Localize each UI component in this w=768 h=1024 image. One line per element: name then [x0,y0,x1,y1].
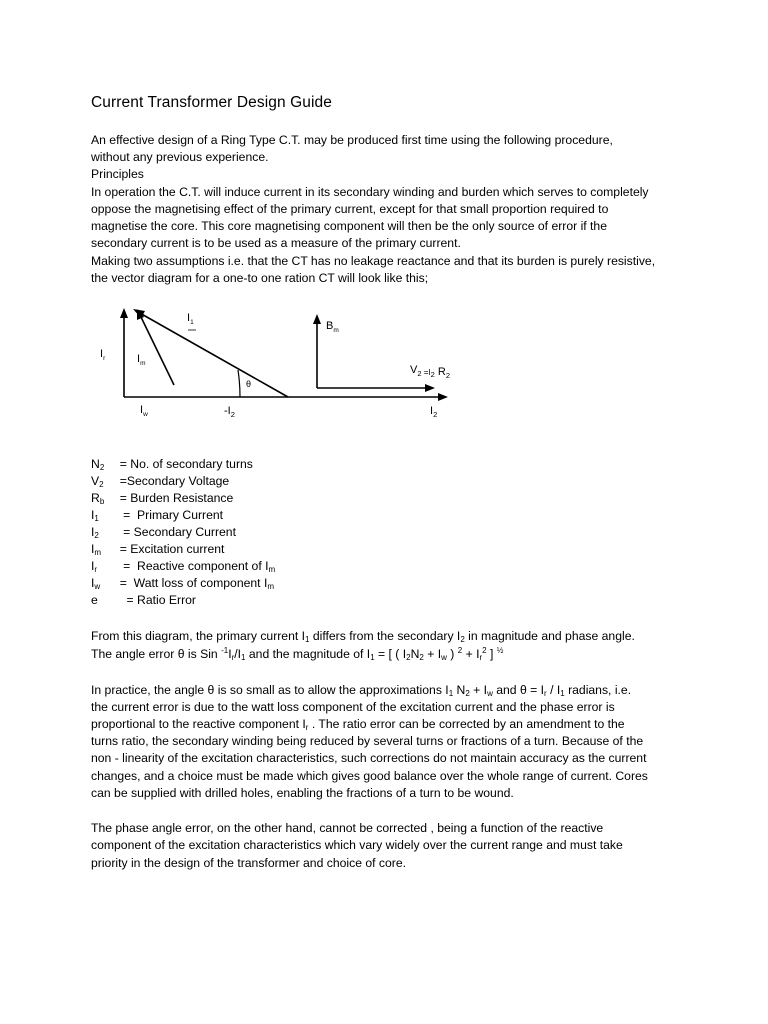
definition-row [91,592,275,609]
definition-text: = Burden Resistance [113,491,234,505]
label-v2-eq: $V_2 =I2$ $R_2$ [410,364,450,380]
definition-symbol: $I_m$ [91,542,102,557]
para2-line: can be supplied with drilled holes, enabling the fractions of a turn to be wound. [91,786,514,800]
definition-text: = No. of secondary turns [113,457,253,471]
definition-symbol: $I_2$ [91,525,99,540]
definition-row [91,575,275,592]
label-theta: θ [246,379,252,389]
page-title: Current Transformer Design Guide [91,94,332,111]
label-i1: $I_1$ [187,312,194,326]
definition-row [91,524,275,541]
intro-line: magnetise the core. This core magnetising component will then be the only source of error if the [91,219,607,233]
im-vector-line [140,315,174,385]
intro-line: In operation the C.T. will induce current in its secondary winding and burden which serves to completely [91,185,649,199]
label-iw: $I_w$ [140,404,148,418]
im-arrowhead [137,309,144,320]
theta-arc [238,370,240,397]
definition-symbol: $I_1$ [91,508,99,523]
definition-symbol: $I_w$ [91,576,101,591]
definition-row [91,490,275,507]
i2-arrowhead [438,393,448,401]
definition-text: = Primary Current [113,508,224,522]
i1-arrowhead [133,309,145,318]
definition-text: = Secondary Current [113,525,236,539]
i1-vector-line [138,312,288,397]
para2-line: turns ratio, the secondary winding being reduced by several turns or fractions of a turn. Because of the [91,734,644,748]
definition-symbol: $R_b$ [91,491,105,506]
section-heading-principles: Principles [91,167,144,181]
definition-text: = Reactive component of $I_m$ [113,559,276,574]
label-neg-i2: $-I_2$ [224,405,235,419]
definition-text: = Ratio Error [113,593,196,607]
intro-line: without any previous experience. [91,150,269,164]
v2-arrowhead [425,384,435,392]
para2-line: the current error is due to the watt loss component of the excitation current and the phase error is [91,700,615,714]
para2-line: non - linearity of the excitation characteristics, such corrections do not maintain accuracy as the current [91,751,647,765]
definition-symbol: $V_2$ [91,474,104,489]
definition-text: = Excitation current [113,542,225,556]
para1-line: From this diagram, the primary current $I_1$ differs from the secondary $I_2$ in magnitude and phase angle. [91,629,635,644]
intro-line: Making two assumptions i.e. that the CT has no leakage reactance and that its burden is purely resistive, [91,254,656,268]
definition-symbol: $N_2$ [91,457,105,472]
definition-row [91,507,275,524]
intro-line: oppose the magnetising effect of the primary current, except for that small proportion required to [91,202,609,216]
para2-line: proportional to the reactive component $I_r$ . The ratio error can be corrected by an amendment to the [91,717,625,732]
bm-arrowhead [313,314,321,324]
definition-row [91,541,275,558]
intro-line: the vector diagram for a one-to one ration CT will look like this; [91,271,429,285]
label-bm: $B_m$ [326,320,339,334]
para3-line: priority in the design of the transformer and choice of core. [91,856,407,870]
definition-text: =Secondary Voltage [113,474,230,488]
intro-line: An effective design of a Ring Type C.T. may be produced first time using the following procedure, [91,133,613,147]
para2-line: In practice, the angle θ is so small as to allow the approximations $I_1$ $N_2 + I_w$ and $\theta = I_r / I_1$ radians, i.e. [91,683,632,698]
label-ir: $I_r$ [100,348,106,362]
definition-symbol: $I_r$ [91,559,98,574]
definition-row [91,558,275,575]
intro-line: secondary current is to be used as a measure of the primary current. [91,236,461,250]
para1-formula-line: The angle error θ is Sin $^{-1}I_r/I_1$ and the magnitude of $I_1$ = [ ( $I_2N_2 + I_w$ ) $^2 + I_r^2$ ] $^{\frac{1}{2}}$ [91,646,504,662]
ir-arrowhead [120,308,128,318]
label-i2: $I_2$ [430,405,438,419]
definition-text: = Watt loss of component $I_m$ [113,576,275,591]
label-im: $I_m$ [137,353,146,367]
definition-row [91,473,275,490]
symbol-definitions [91,456,275,609]
para3-line: The phase angle error, on the other hand, cannot be corrected , being a function of the reactive [91,821,604,835]
definition-row [91,456,275,473]
para2-line: changes, and a choice must be made which gives good balance over the whole range of current. Cores [91,769,648,783]
para3-line: component of the excitation characteristics which vary widely over the current range and must take [91,838,623,852]
definition-symbol: e [91,593,98,607]
